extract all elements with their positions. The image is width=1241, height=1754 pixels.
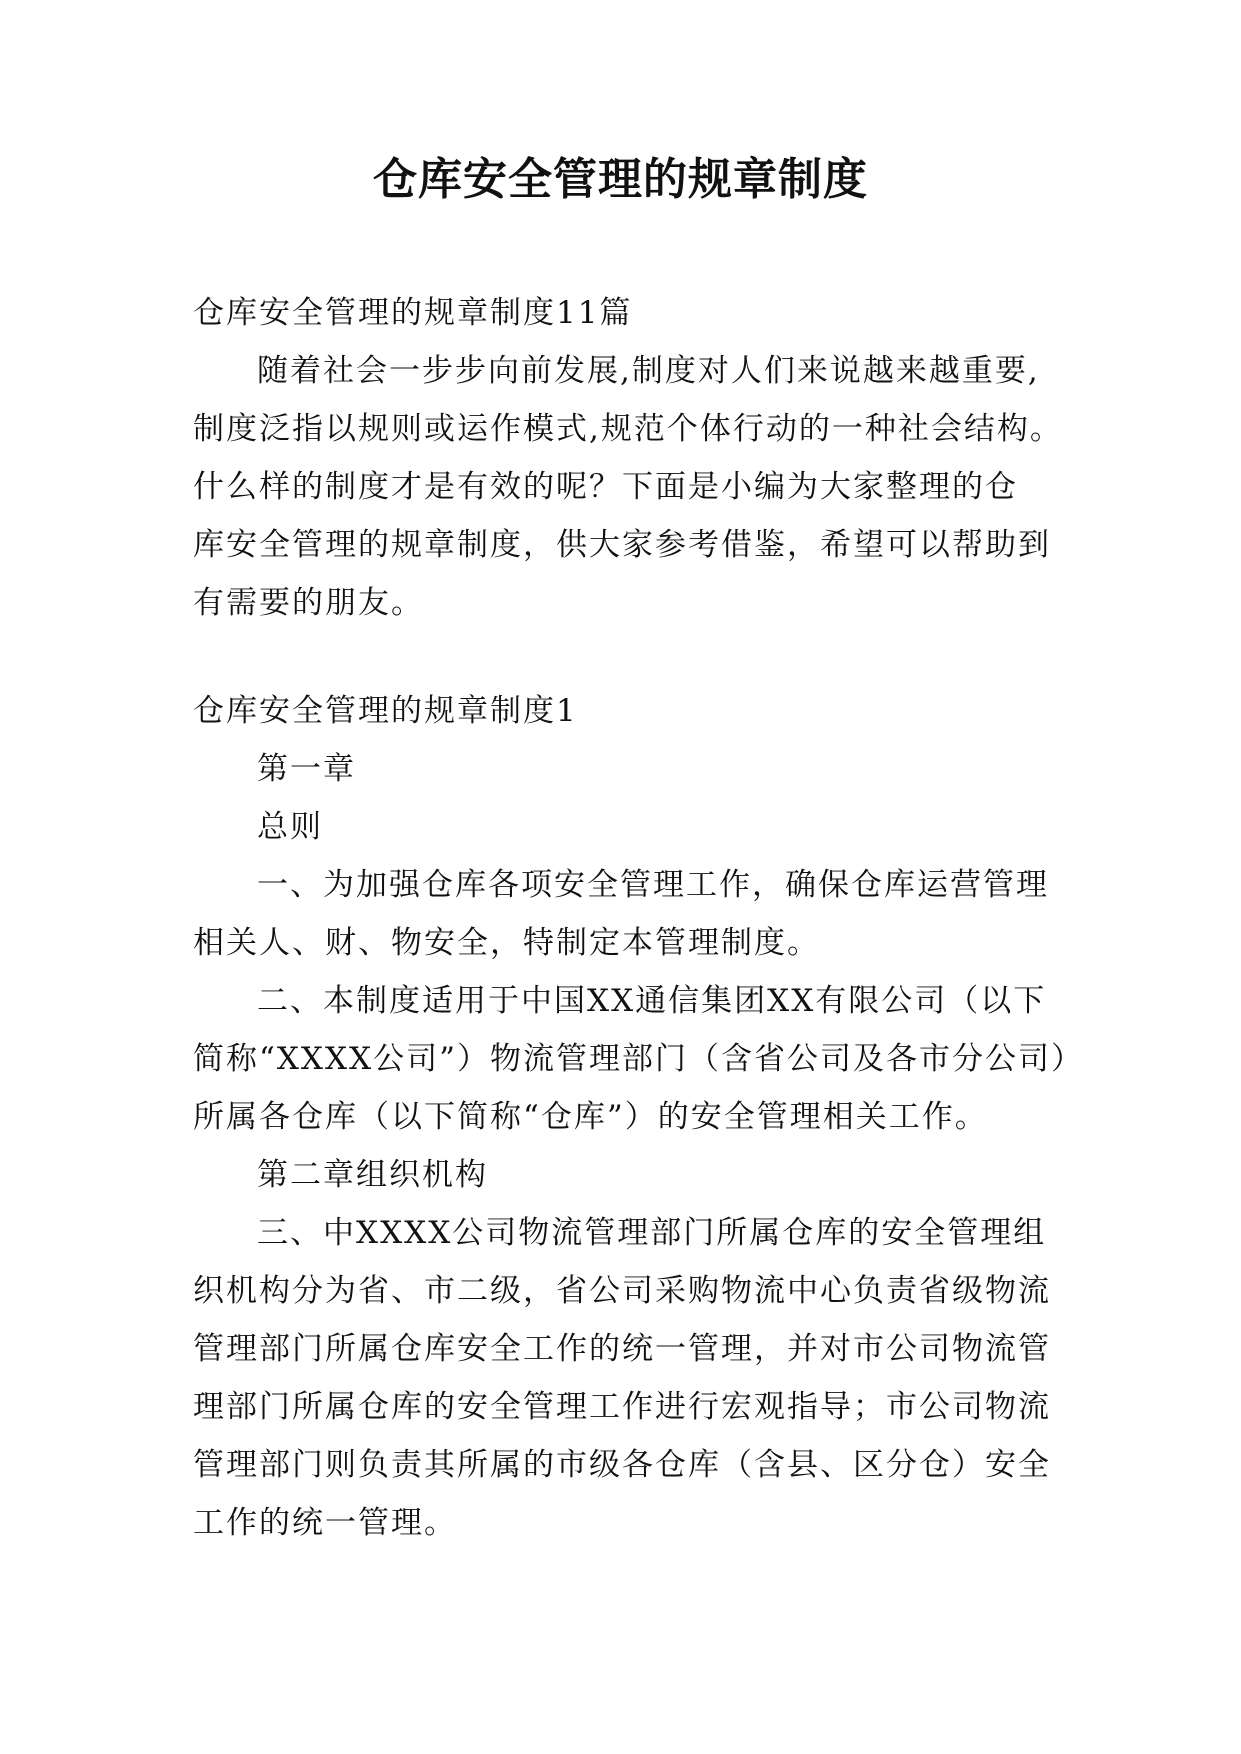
intro-line: 有需要的朋友。 <box>193 585 424 621</box>
article-line: 管理部门所属仓库安全工作的统一管理，并对市公司物流管 <box>193 1331 1051 1367</box>
document-title: 仓库安全管理的规章制度 <box>373 154 868 205</box>
article-2 <box>193 972 1084 1146</box>
article-line: 织机构分为省、市二级，省公司采购物流中心负责省级物流 <box>193 1273 1051 1309</box>
article-line: 二、本制度适用于中国XX通信集团XX有限公司（以下 <box>257 983 1047 1019</box>
section-heading: 仓库安全管理的规章制度1 <box>193 693 578 729</box>
intro-paragraph <box>193 342 1063 632</box>
document-subtitle: 仓库安全管理的规章制度11篇 <box>193 295 633 331</box>
document-body <box>193 284 1084 1552</box>
article-3 <box>193 1204 1063 1552</box>
intro-line: 库安全管理的规章制度，供大家参考借鉴，希望可以帮助到 <box>193 527 1051 563</box>
article-line: 简称“XXXX公司”）物流管理部门（含省公司及各市分公司） <box>193 1041 1084 1077</box>
chapter-heading: 第二章组织机构 <box>257 1157 488 1193</box>
article-line: 理部门所属仓库的安全管理工作进行宏观指导；市公司物流 <box>193 1389 1051 1425</box>
chapter-name: 总则 <box>257 809 323 845</box>
intro-line: 制度泛指以规则或运作模式,规范个体行动的一种社会结构。 <box>193 411 1063 447</box>
article-line: 相关人、财、物安全，特制定本管理制度。 <box>193 925 820 961</box>
article-line: 三、中XXXX公司物流管理部门所属仓库的安全管理组 <box>257 1215 1047 1251</box>
article-1 <box>193 856 1063 972</box>
article-line: 管理部门则负责其所属的市级各仓库（含县、区分仓）安全 <box>193 1447 1051 1483</box>
article-line: 所属各仓库（以下简称“仓库”）的安全管理相关工作。 <box>193 1099 988 1135</box>
intro-line: 随着社会一步步向前发展,制度对人们来说越来越重要, <box>257 353 1040 389</box>
article-line: 一、为加强仓库各项安全管理工作，确保仓库运营管理 <box>257 867 1049 903</box>
section-spacer <box>193 632 1063 682</box>
chapter-heading: 第一章 <box>257 751 356 787</box>
article-line: 工作的统一管理。 <box>193 1505 457 1541</box>
intro-line: 什么样的制度才是有效的呢？下面是小编为大家整理的仓 <box>193 469 1018 505</box>
